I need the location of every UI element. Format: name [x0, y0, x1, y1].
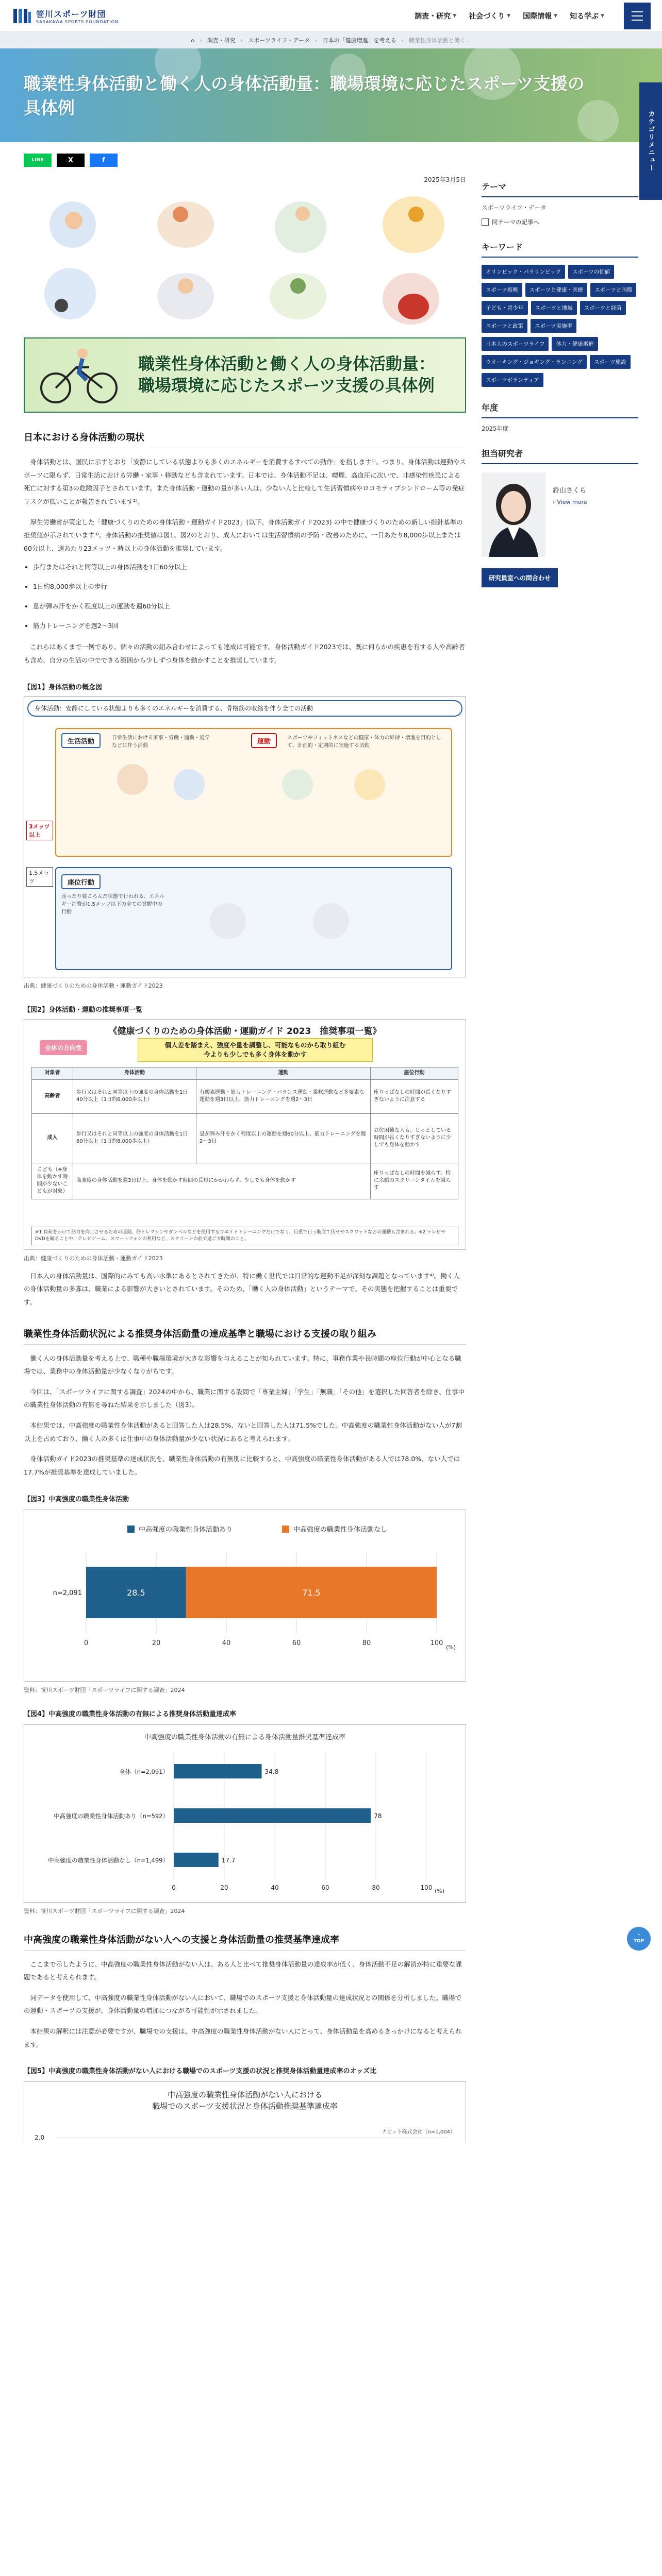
keyword-tag[interactable]: 日本人のスポーツライフ — [482, 337, 549, 351]
paragraph: 働く人の身体活動量を考える上で、職種や職場環境が大きな影響を与えることが知られています。特に、事務作業や長時間の座位行動が中心となる職場では、業務中の身体活動量が少なくなりがちです。 — [24, 1354, 461, 1376]
nav-society[interactable]: 社会づくり ▼ — [469, 12, 511, 21]
chevron-down-icon: ▼ — [507, 13, 511, 19]
figure-source: 出典：健康づくりのための身体活動・運動ガイド2023 — [24, 982, 163, 989]
figure-recommendations — [24, 1019, 466, 1250]
chart-title: 職場でのスポーツ支援状況と身体活動推奨基準達成率 — [152, 2102, 338, 2111]
life-activity-note: 日常生活における家事・労働・通勤・通学などに伴う活動 — [112, 735, 210, 749]
table-cell: 座りっぱなしの時間を減らす。特に余暇のスクリーンタイムを減らす — [371, 1163, 458, 1199]
tick-label: 80 — [372, 1884, 380, 1891]
table-cell: 高齢者 — [32, 1079, 73, 1113]
section-heading: 日本における身体活動の現状 — [24, 430, 466, 448]
tick-label: 60 — [292, 1639, 301, 1647]
legend-label: 中高強度の職業性身体活動なし — [293, 1526, 388, 1534]
tick-label: 80 — [362, 1639, 371, 1647]
tick-label: 20 — [220, 1884, 228, 1891]
keyword-tag[interactable]: オリンピック・パラリンピック — [482, 265, 565, 279]
direction-tag: 全体の方向性 — [40, 1040, 87, 1055]
chevron-down-icon: ▼ — [453, 13, 457, 19]
share-x-button[interactable] — [57, 154, 85, 167]
bar — [174, 1808, 371, 1823]
keyword-tag[interactable]: スポーツと経済 — [580, 301, 626, 315]
table-cell: 高強度の身体活動を週3日以上、身体を動かす時間の長短にかかわらず、少しでも身体を動かす — [73, 1163, 371, 1199]
home-icon[interactable]: ⌂ — [191, 37, 195, 44]
category-label: 全体（n=2,091） — [119, 1768, 169, 1775]
illustration-office-worker — [24, 191, 128, 257]
view-more-link[interactable]: › View more — [553, 499, 587, 505]
figure-title: 【図3】中高強度の職業性身体活動 — [24, 1495, 129, 1503]
keyword-tag[interactable]: スポーツ施設 — [590, 355, 631, 369]
line-icon: LINE — [31, 158, 44, 163]
paragraph: これらはあくまで一例であり、個々の活動の組み合わせによっても達成は可能です。身体活動ガイド2023では、既に何らかの疾患を有する人や高齢者も含め、自分の生活の中でできる範囲から少しずつ身体を動かすことを推奨しています。 — [24, 643, 465, 664]
section-heading: 職業性身体活動状況による推奨身体活動量の達成基準と職場における支援の取り組み — [24, 1327, 466, 1345]
sitting-note: 座ったり寝ころんだ状態で行われる、エネルギー消費が1.5メッツ以下の全ての覚醒中の行動 — [61, 893, 164, 915]
table-header: 運動 — [196, 1067, 370, 1079]
chart-title: 中高強度の職業性身体活動がない人における — [167, 2090, 323, 2100]
keyword-tag[interactable]: スポーツと健康・医療 — [525, 283, 588, 297]
logo-mark-icon — [11, 6, 32, 26]
exercise-label: 運動 — [251, 733, 277, 748]
sitting-area — [55, 867, 452, 970]
year-heading: 年度 — [482, 401, 638, 418]
sidebar — [482, 170, 638, 2143]
researcher-name: 鈴山さくら — [553, 487, 587, 495]
illustration-person — [174, 769, 205, 800]
axis-label: (%) — [446, 1643, 456, 1651]
table-cell: こども（※身体を動かす時間が少ないこどもが対象） — [32, 1163, 73, 1199]
table-cell: 立位困難な人も、じっとしている時間が長くなりすぎないように少しでも身体を動かす — [371, 1113, 458, 1163]
chart-svg — [24, 1725, 466, 1902]
illustration-grid — [24, 191, 466, 328]
recommendation-list — [24, 562, 466, 631]
figure-heading: 《健康づくりのための身体活動・運動ガイド 2023 推奨事項一覧》 — [108, 1026, 382, 1037]
keyword-tag[interactable]: スポーツと国際 — [590, 283, 636, 297]
article-main — [24, 170, 466, 2143]
chart-odds-ratio — [24, 2081, 466, 2143]
keyword-tag[interactable]: 体力・健康増進 — [552, 337, 598, 351]
avatar — [482, 472, 545, 557]
data-label: 78 — [374, 1812, 382, 1820]
figure-title: 【図1】身体活動の概念図 — [24, 683, 103, 691]
theme-heading: テーマ — [482, 180, 638, 197]
paragraph: 本結果では、中高強度の職業性身体活動があると回答した人は28.5%、ないと回答した人は71.5%でした。中高強度の職業性身体活動がない人が7割以上を占めており、働く人の多くは仕事中の身体活動量が少ない状況にあると考えられます。 — [24, 1421, 462, 1443]
data-label: 17.7 — [221, 1856, 236, 1864]
paragraph: 本結果の解釈には注意が必要ですが、職場での支援は、中高強度の職業性身体活動がない人にとって、身体活動量を高めるきっかけになると考えられます。 — [24, 2027, 462, 2048]
paragraph: ここまで示したように、中高強度の職業性身体活動がない人は、ある人と比べて推奨身体活動量の達成率が低く、身体活動不足の解消が特に重要な課題であると考えられます。 — [24, 1960, 462, 1981]
breadcrumb: ⌂ › 調査・研究 › スポーツライフ・データ › 日本の「健康増進」を考える › 職業性身体活動と働く... — [0, 32, 662, 48]
arrow-up-icon: ⌃ — [637, 1934, 641, 1939]
x-icon: X — [68, 156, 74, 164]
article-banner — [24, 337, 466, 413]
bar — [174, 1853, 219, 1867]
keyword-tag[interactable]: スポーツ振興 — [482, 283, 522, 297]
keyword-list — [482, 265, 638, 387]
checkbox[interactable] — [482, 218, 489, 226]
data-label: 34.8 — [264, 1768, 279, 1775]
researcher-card — [482, 472, 638, 557]
list-item: • 1日約8,000歩以上の歩行 — [33, 582, 466, 592]
chevron-down-icon: ▼ — [554, 13, 558, 19]
mets-3-label: 3メッツ以上 — [26, 821, 53, 840]
chevron-down-icon: ▼ — [601, 13, 604, 19]
paragraph: 日本人の身体活動量は、国際的にみても高い水準にあるとされてきたが、特に働く世代では日常的な運動不足が深刻な課題となっています⁴⁾。働く人の身体活動量の多寡は、職業による影響が大きいとされています。そのため、「働く人の身体活動」というテーマで、その実態を把握することは重要です。 — [24, 1272, 460, 1306]
illustration-family-housework — [137, 191, 241, 257]
menu-button[interactable] — [624, 3, 651, 29]
breadcrumb-item[interactable]: 日本の「健康増進」を考える — [322, 37, 396, 44]
keyword-tag[interactable]: スポーツの価値 — [568, 265, 614, 279]
keyword-heading: キーワード — [482, 241, 638, 258]
chart-occupational-activity — [24, 1510, 466, 1682]
tick-label: 2.0 — [35, 2134, 45, 2142]
recommendation-table — [31, 1067, 458, 1199]
figure-title: 【図5】中高強度の職業性身体活動がない人における職場でのスポーツ支援の状況と推奨身体活動量達成率のオッズ比 — [24, 2067, 377, 2076]
paragraph: 身体活動とは、国民に示すとおり「安静にしている状態よりも多くのエネルギーを消費するすべての動作」を指します¹⁾。つまり、身体活動は運動やスポーツに限らず、日常生活における労働・家事・移動なども含まれています。日本では、身体活動不足は、喫煙、高血圧に次いで、非感染性疾患による死亡に対する第3の危険因子とされています。また身体活動・運動の量が多い人は、少ない人と比較して生活習慣病やロコモティブシンドローム等の発症リスクが低いことが報告されています²⁾。 — [24, 458, 466, 505]
share-line-button[interactable] — [24, 154, 52, 167]
keyword-tag[interactable]: ウオーキング・ジョギング・ランニング — [482, 355, 587, 369]
legend-swatch — [282, 1526, 289, 1533]
illustration-person — [354, 769, 385, 800]
contact-researcher-button[interactable]: 研究員室への問合わせ — [482, 568, 558, 587]
illustration-person — [282, 769, 313, 800]
tick-label: 0 — [84, 1639, 89, 1647]
table-header: 対象者 — [32, 1067, 73, 1079]
table-cell: 歩行又はそれと同等以上の強度の身体活動を1日60分以上（1日約8,000歩以上） — [73, 1113, 196, 1163]
chart-svg — [24, 2082, 466, 2144]
keyword-tag[interactable]: スポーツボランティア — [482, 373, 543, 387]
tick-label: 0 — [172, 1884, 176, 1891]
figure-header: 身体活動：安静にしている状態よりも多くのエネルギーを消費する、骨格筋の収縮を伴う全ての活動 — [27, 700, 462, 717]
global-nav — [415, 3, 651, 29]
illustration-construction — [362, 191, 467, 257]
illustration-tractor — [362, 263, 467, 328]
bar — [174, 1764, 262, 1778]
table-header: 座位行動 — [371, 1067, 458, 1079]
breadcrumb-item[interactable]: スポーツライフ・データ — [248, 37, 310, 44]
chart-svg — [24, 1510, 466, 1681]
logo-name: 笹川スポーツ財団 — [36, 9, 106, 19]
data-label: 71.5 — [302, 1587, 321, 1598]
section-heading: 中高強度の職業性身体活動がない人への支援と身体活動量の推奨基準達成率 — [24, 1933, 466, 1951]
nav-research[interactable]: 調査・研究 ▼ — [415, 12, 457, 21]
table-cell: 成人 — [32, 1113, 73, 1163]
list-item: • 息が弾み汗をかく程度以上の運動を週60分以上 — [33, 601, 466, 612]
paragraph: 厚生労働省が策定した「健康づくりのための身体活動・運動ガイド2023」(以下、身体活動ガイド2023) の中で健康づくりのための新しい指針基準の推奨値が示されています³⁾。身体活動の推奨値は図1、図2のとおり、成人においては生活習慣病の予防・改善のために、一日あたり8,000歩以上または60分以上、週あたり23メッツ・時以上の身体活動を推奨しています。 — [24, 518, 463, 552]
list-item: • 歩行またはそれと同等以上の身体活動を1日60分以上 — [33, 562, 466, 572]
table-cell: 歩行又はそれと同等以上の強度の身体活動を1日40分以上（1日約6,000歩以上） — [73, 1079, 196, 1113]
category-label: n=2,091 — [53, 1589, 82, 1597]
cyclist-icon — [35, 344, 123, 406]
theme-filter[interactable]: 同テーマの記事へ — [482, 218, 638, 226]
tick-label: 40 — [271, 1884, 279, 1891]
illustration-desk-work — [137, 263, 241, 328]
year-value[interactable]: 2025年度 — [482, 425, 509, 432]
chart-title: 中高強度の職業性身体活動の有無による身体活動量推奨基準達成率 — [144, 1733, 346, 1741]
keyword-tag[interactable]: 子ども・青少年 — [482, 301, 528, 315]
table-header: 身体活動 — [73, 1067, 196, 1079]
category-label: 中高強度の職業性身体活動あり（n=592） — [54, 1812, 169, 1820]
share-bar — [0, 142, 662, 167]
chart-note: ナビット株式会社（n=1,004） — [382, 2129, 455, 2136]
category-label: 中高強度の職業性身体活動なし（n=1,499） — [48, 1856, 169, 1864]
keyword-tag[interactable]: スポーツと政策 — [482, 319, 527, 333]
share-facebook-button[interactable] — [90, 154, 118, 167]
nav-international[interactable]: 国際情報 ▼ — [523, 12, 558, 21]
illustration-walking — [249, 191, 354, 257]
list-item: • 筋力トレーニングを週2～3回 — [33, 621, 466, 631]
table-cell: 息が弾み汗をかく程度以上の運動を週60分以上、筋力トレーニングを週2～3日 — [196, 1113, 370, 1163]
theme-name[interactable]: スポーツライフ・データ — [482, 204, 547, 211]
tick-label: 20 — [152, 1639, 161, 1647]
figure-source: 出典：健康づくりのための身体活動・運動ガイド2023 — [24, 1255, 163, 1262]
sitting-label: 座位行動 — [61, 874, 101, 889]
tick-label: 100 — [420, 1884, 433, 1891]
arrow-right-icon: › — [553, 499, 555, 505]
site-header — [0, 0, 662, 32]
table-row — [32, 1079, 458, 1113]
breadcrumb-item[interactable]: 調査・研究 — [207, 37, 236, 44]
figure-footnote: ※1 負荷をかけて筋力を向上させるための運動。筋トレマシンやダンベルなどを使用するウエイトトレーニングだけでなく、自重で行う腕立て伏せやスクワットなどの運動も含まれる。※2 テレビやDVDを観ることや、テレビゲーム、スマートフォンの利用など、スクリーンの前で過ごす時間のこと。 — [31, 1227, 458, 1245]
logo-sub: SASAKAWA SPORTS FOUNDATION — [36, 19, 119, 24]
direction-text: 個人差を踏まえ、強度や量を調整し、可能なものから取り組む 今よりも少しでも多く身体を動かす — [138, 1038, 373, 1062]
figure-title: 【図2】身体活動・運動の推奨事項一覧 — [24, 1006, 143, 1014]
publish-date: 2025年3月5日 — [424, 176, 466, 183]
figure-source: 資料：笹川スポーツ財団「スポーツライフに関する調査」2024 — [24, 1907, 185, 1914]
hero-banner — [0, 48, 662, 142]
table-row — [32, 1113, 458, 1163]
table-cell: 座りっぱなしの時間が長くなりすぎないように注意する — [371, 1079, 458, 1113]
site-logo[interactable] — [11, 6, 119, 26]
illustration-person — [117, 764, 148, 795]
illustration-person — [313, 903, 349, 939]
facebook-icon: f — [102, 156, 105, 164]
researcher-heading: 担当研究者 — [482, 447, 638, 464]
paragraph: 同データを使用して、中高強度の職業性身体活動がない人において、職場でのスポーツ支援と身体活動量の達成状況との関係を分析しました。職場での運動・スポーツの支援が、身体活動量の増加につながる可能性が示されました。 — [24, 1993, 462, 2015]
life-activity-label: 生活活動 — [61, 733, 101, 748]
tick-label: 60 — [321, 1884, 329, 1891]
paragraph: 今回は、「スポーツライフに関する調査」2024の中から、職業に関する設問で「専業主婦」「学生」「無職」「その他」を選択した回答者を除き、仕事中の職業性身体活動の有無を尋ねた結果を示しました（図3）。 — [24, 1387, 465, 1409]
legend-swatch — [127, 1526, 135, 1533]
table-row — [32, 1163, 458, 1199]
mets-1-5-label: 1.5メッツ — [26, 867, 53, 887]
figure-source: 資料：笹川スポーツ財団「スポーツライフに関する調査」2024 — [24, 1686, 185, 1693]
paragraph: 身体活動ガイド2023の推奨基準の達成状況を、職業性身体活動の有無別に比較すると、中高強度の職業性身体活動がある人では78.0%、ない人では17.7%が推奨基準を達成していました。 — [24, 1455, 460, 1476]
back-to-top-button[interactable]: ⌃ TOP — [627, 1927, 651, 1951]
illustration-soccer — [24, 263, 128, 328]
tick-label: 100 — [430, 1639, 443, 1647]
banner-title: 職業性身体活動と働く人の身体活動量： 職場環境に応じたスポーツ支援の具体例 — [138, 354, 436, 395]
exercise-note: スポーツやフィットネスなどの健康・体力の維持・増進を目的として、計画的・定期的に実施する活動 — [287, 735, 441, 749]
nav-learn[interactable]: 知る学ぶ ▼ — [570, 12, 604, 21]
figure-title: 【図4】中高強度の職業性身体活動の有無による推奨身体活動量達成率 — [24, 1710, 237, 1718]
axis-label: (%) — [435, 1887, 445, 1894]
keyword-tag[interactable]: スポーツと地域 — [531, 301, 577, 315]
tick-label: 40 — [222, 1639, 231, 1647]
breadcrumb-current: 職業性身体活動と働く... — [409, 37, 471, 44]
illustration-person — [210, 903, 246, 939]
figure-activity-concept — [24, 697, 466, 977]
data-label: 28.5 — [127, 1587, 145, 1598]
legend-label: 中高強度の職業性身体活動あり — [139, 1526, 233, 1534]
chart-achievement-rate — [24, 1724, 466, 1903]
keyword-tag[interactable]: スポーツ実施率 — [531, 319, 576, 333]
illustration-farm-work — [249, 263, 354, 328]
table-cell: 有酸素運動・筋力トレーニング・バランス運動・柔軟運動など多要素な運動を週3日以上、筋力トレーニングを週2～3日 — [196, 1079, 370, 1113]
category-menu-tab[interactable]: カテゴリメニュー — [639, 82, 662, 200]
page-title: 職業性身体活動と働く人の身体活動量：職場環境に応じたスポーツ支援の具体例 — [24, 74, 585, 118]
